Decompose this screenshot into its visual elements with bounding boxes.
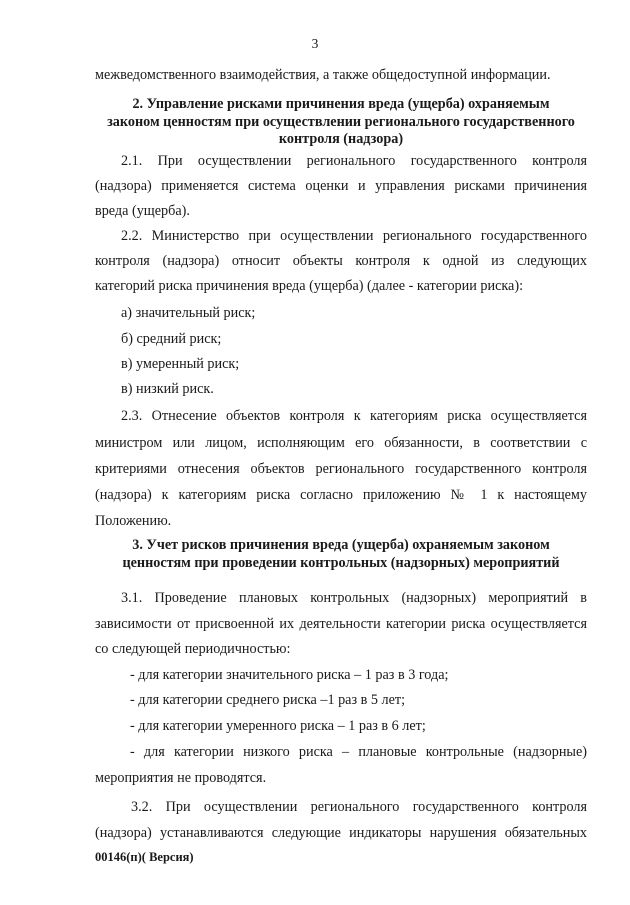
list-item: б) средний риск; bbox=[121, 331, 222, 347]
heading-line: ценностям при проведении контрольных (надзорных) мероприятий bbox=[122, 554, 560, 571]
heading-line: законом ценностям при осуществлении регионального государственного bbox=[107, 113, 575, 130]
paragraph-line: 3.2. При осуществлении регионального государственного контроля bbox=[131, 799, 587, 815]
document-footer-code: 00146(п)( Версия) bbox=[95, 850, 194, 864]
section-2-heading bbox=[95, 96, 587, 149]
heading-line: 2. Управление рисками причинения вреда (ущерба) охраняемым bbox=[132, 96, 550, 112]
list-item: - для категории среднего риска –1 раз в 5 лет; bbox=[130, 692, 406, 708]
paragraph-line: контроля (надзора) относит объекты контроля к одной из следующих bbox=[95, 253, 587, 269]
paragraph-line: 2.2. Министерство при осуществлении регионального государственного bbox=[121, 228, 587, 244]
list-item: в) низкий риск. bbox=[121, 381, 214, 397]
paragraph-line: мероприятия не проводятся. bbox=[95, 770, 267, 786]
paragraph-line: (надзора) устанавливаются следующие индикаторы нарушения обязательных bbox=[95, 825, 587, 841]
paragraph-line: 2.3. Отнесение объектов контроля к категориям риска осуществляется bbox=[121, 408, 587, 424]
paragraph-line: зависимости от присвоенной их деятельности категории риска осуществляется bbox=[95, 616, 587, 632]
list-item: в) умеренный риск; bbox=[121, 356, 240, 372]
page-number: 3 bbox=[311, 36, 319, 51]
list-item: а) значительный риск; bbox=[121, 305, 256, 321]
paragraph-line: (надзора) к категориям риска согласно приложению № 1 к настоящему bbox=[95, 487, 587, 503]
list-item: - для категории умеренного риска – 1 раз в 6 лет; bbox=[130, 718, 426, 734]
list-item: - для категории низкого риска – плановые контрольные (надзорные) bbox=[130, 744, 587, 760]
heading-line: контроля (надзора) bbox=[278, 131, 404, 147]
paragraph-line: межведомственного взаимодействия, а также общедоступной информации. bbox=[95, 67, 551, 83]
heading-line: 3. Учет рисков причинения вреда (ущерба) охраняемым законом bbox=[132, 537, 550, 553]
paragraph-line: (надзора) применяется система оценки и управления рисками причинения bbox=[95, 178, 587, 194]
paragraph-line: 3.1. Проведение плановых контрольных (надзорных) мероприятий в bbox=[121, 590, 587, 606]
list-item: - для категории значительного риска – 1 раз в 3 года; bbox=[130, 667, 449, 683]
paragraph-line: министром или лицом, исполняющим его обязанности, в соответствии с bbox=[95, 435, 587, 451]
paragraph-line: категорий риска причинения вреда (ущерба) (далее - категории риска): bbox=[95, 278, 524, 294]
paragraph-line: критериями отнесения объектов регионального государственного контроля bbox=[95, 461, 587, 477]
paragraph-line: со следующей периодичностью: bbox=[95, 641, 291, 657]
section-3-heading bbox=[95, 537, 587, 572]
paragraph-line: Положению. bbox=[95, 513, 172, 529]
paragraph-line: вреда (ущерба). bbox=[95, 203, 190, 219]
paragraph-line: 2.1. При осуществлении регионального государственного контроля bbox=[121, 153, 587, 169]
